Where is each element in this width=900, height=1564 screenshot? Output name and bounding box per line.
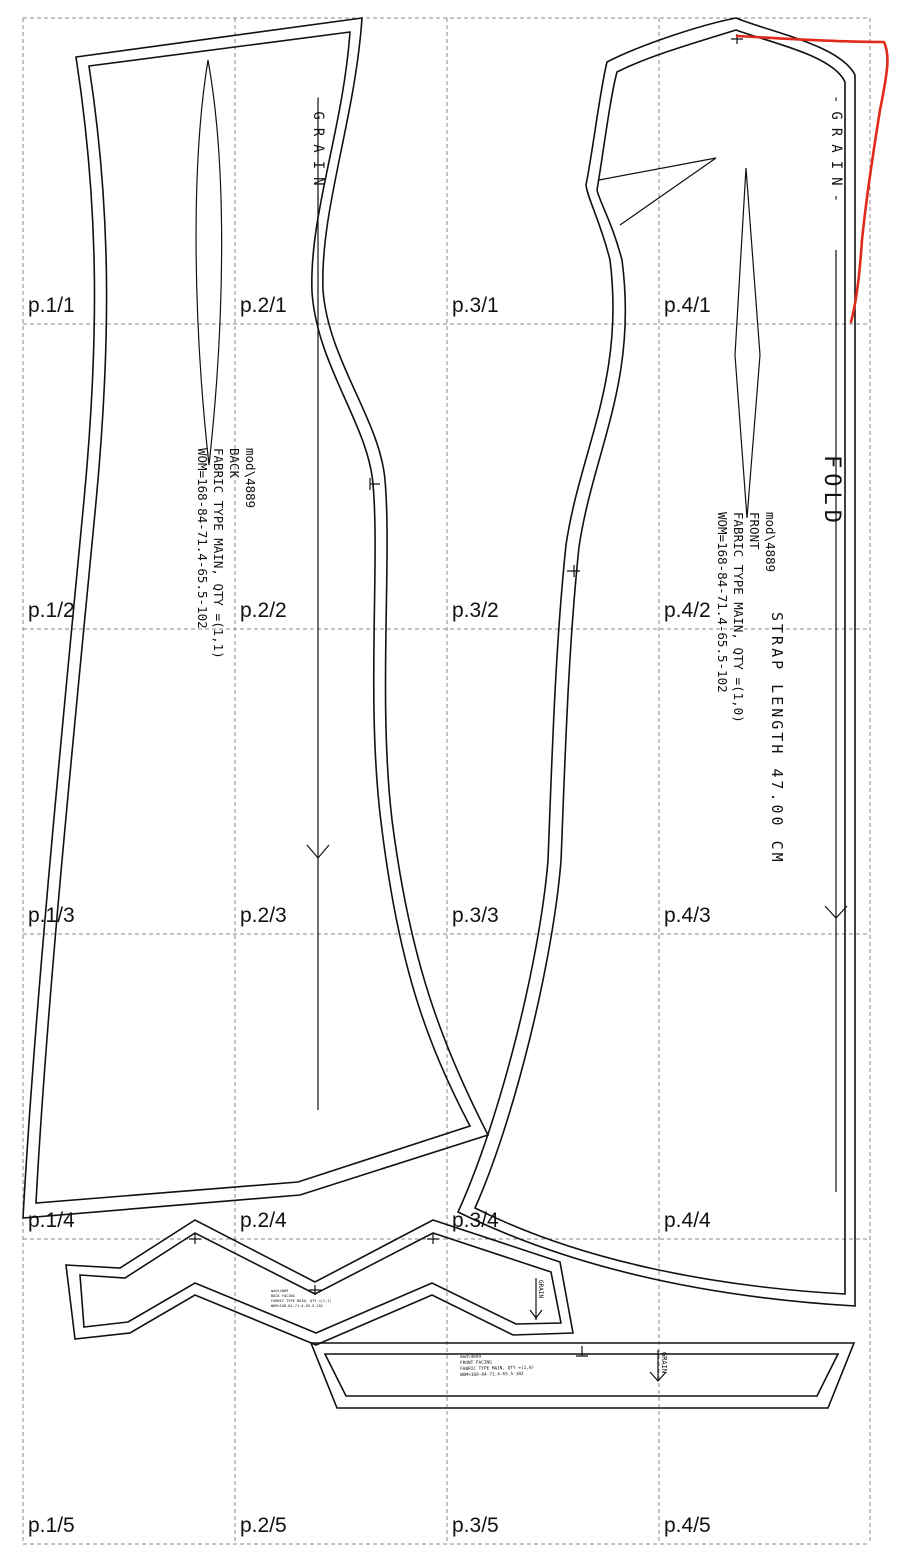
back-facing-grain-label: GRAIN <box>537 1280 544 1299</box>
front-cut-line <box>458 18 855 1306</box>
front-seam-line <box>475 30 845 1294</box>
front-piece-name: FRONT <box>747 512 762 550</box>
front-facing-piece <box>311 1343 854 1408</box>
back-size-label: WOM=168-84-71.4-65.5-102 <box>195 448 210 629</box>
page-label: p.1/3 <box>28 904 75 927</box>
front-pattern-piece <box>458 18 855 1306</box>
back-facing-fabric-label: FABRIC TYPE MAIN, QTY =(1,1) <box>271 1299 332 1303</box>
front-size-label: WOM=168-84-71.4-65.5-102 <box>715 512 730 693</box>
page-label: p.2/3 <box>240 904 287 927</box>
page-label: p.3/3 <box>452 904 499 927</box>
page-label: p.1/2 <box>28 599 75 622</box>
back-facing-size-label: WOM=168-84-71.4-65.5-102 <box>271 1304 323 1308</box>
red-markup-annotation <box>737 36 887 322</box>
page-label: p.3/2 <box>452 599 499 622</box>
back-facing-model-label: mod\4889 <box>271 1289 289 1293</box>
page-label: p.3/1 <box>452 294 499 317</box>
back-model-label: mod\4889 <box>243 448 258 509</box>
page-label: p.3/5 <box>452 1514 499 1537</box>
front-armhole-dart <box>599 158 716 225</box>
page-label: p.1/1 <box>28 294 75 317</box>
front-notch <box>567 565 580 577</box>
front-facing-label-block <box>460 1353 534 1378</box>
front-facing-fabric-label: FABRIC TYPE MAIN, QTY =(1,0) <box>460 1365 535 1373</box>
back-grain-label: -GRAIN- <box>310 95 326 211</box>
front-model-label: mod\4889 <box>763 512 778 573</box>
front-facing-name: FRONT FACING <box>460 1360 492 1367</box>
back-piece-name: BACK <box>227 448 242 479</box>
front-fold-label: FOLD <box>819 455 844 528</box>
front-facing-grain-label: GRAIN <box>660 1352 668 1374</box>
front-facing-seam-line <box>325 1354 838 1396</box>
front-fabric-label: FABRIC TYPE MAIN, QTY =(1,0) <box>731 512 746 723</box>
front-facing-model-label: mod\4889 <box>459 1354 482 1361</box>
page-label: p.2/1 <box>240 294 287 317</box>
back-facing-notch <box>309 1285 321 1295</box>
back-dart <box>196 60 222 465</box>
page-label: p.4/4 <box>664 1209 711 1232</box>
page-label: p.4/2 <box>664 599 711 622</box>
back-facing-label-block <box>271 1289 332 1308</box>
page-label: p.3/4 <box>452 1209 499 1232</box>
page-label: p.2/5 <box>240 1514 287 1537</box>
page-grid <box>23 18 870 1544</box>
back-facing-name: BACK FACING <box>271 1294 295 1298</box>
back-notch <box>370 478 380 490</box>
page-label: p.4/3 <box>664 904 711 927</box>
page-label: p.1/4 <box>28 1209 75 1232</box>
front-dart <box>735 168 760 518</box>
page-label: p.2/4 <box>240 1209 287 1232</box>
page-label: p.4/5 <box>664 1514 711 1537</box>
page-label: p.4/1 <box>664 294 711 317</box>
front-facing-size-label: WOM=168-84-71.4-65.5-102 <box>460 1371 524 1379</box>
page-label: p.2/2 <box>240 599 287 622</box>
page-label: p.1/5 <box>28 1514 75 1537</box>
front-grain-label: -GRAIN- <box>828 95 844 211</box>
back-fabric-label: FABRIC TYPE MAIN, QTY =(1,1) <box>211 448 226 659</box>
front-strap-length-note: STRAP LENGTH 47.00 CM <box>768 612 786 865</box>
